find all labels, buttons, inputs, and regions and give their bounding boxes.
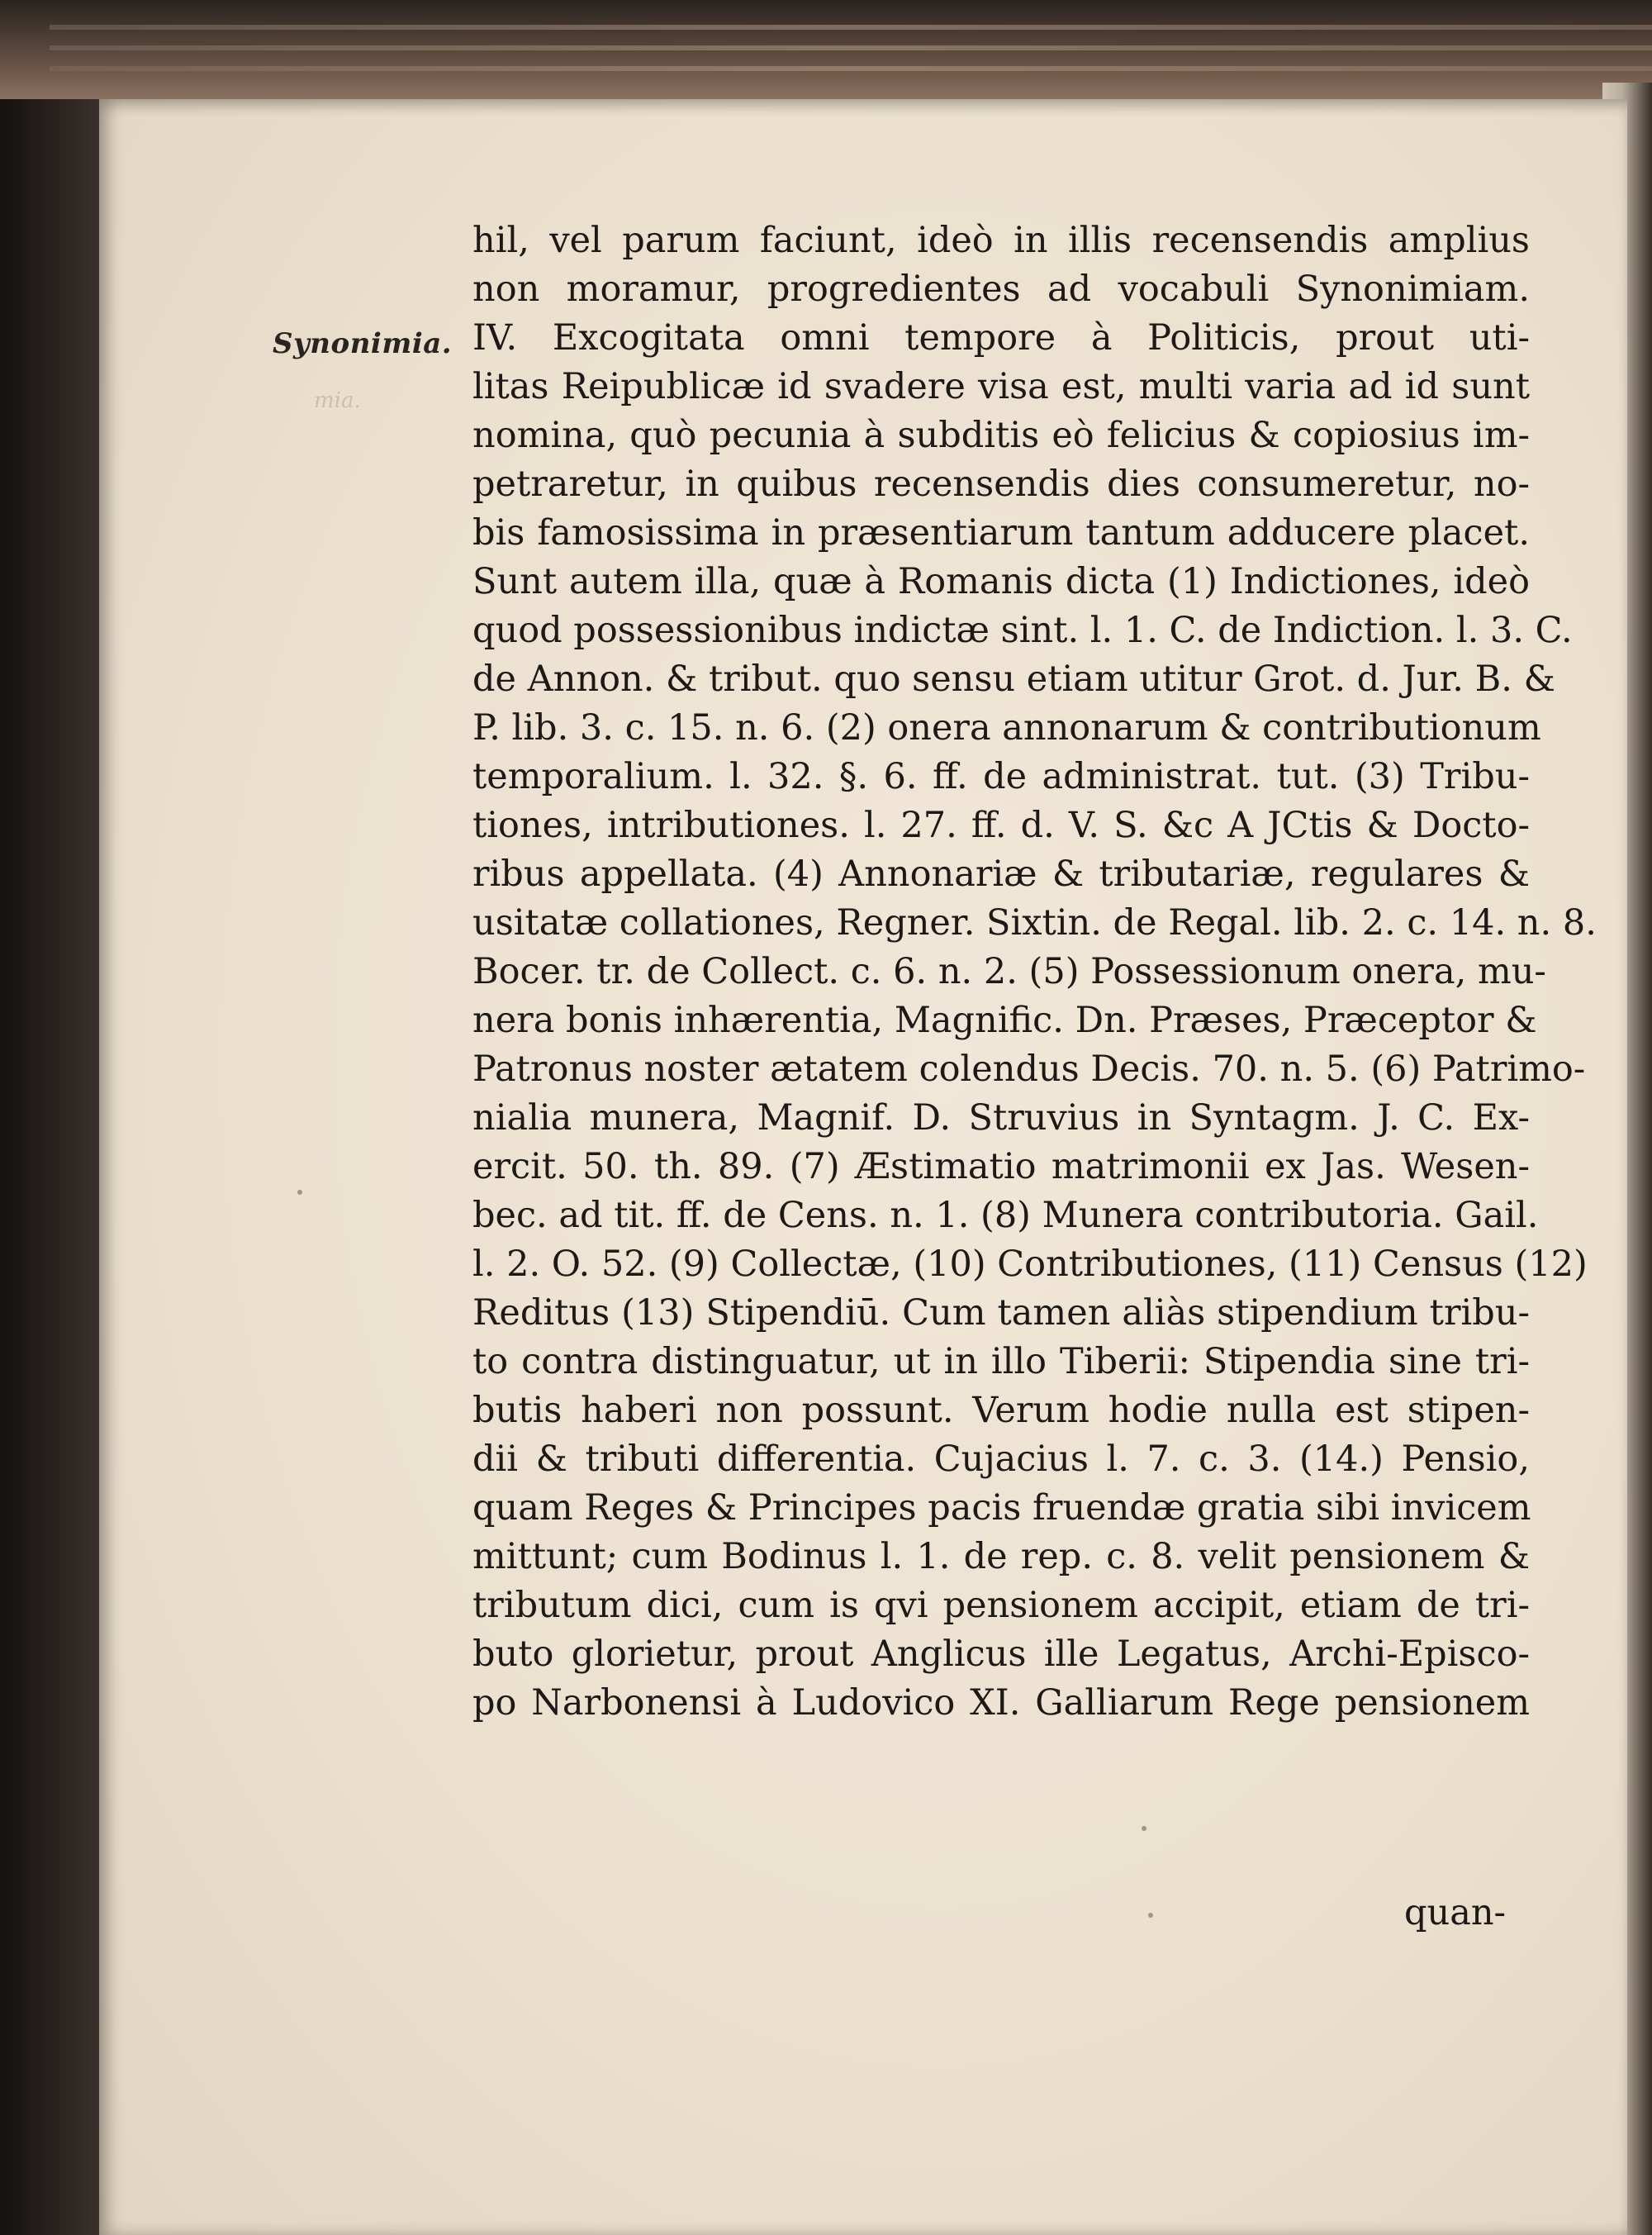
text-line: nera bonis inhærentia, Magnific. Dn. Præses, Præceptor & [472,1000,1537,1041]
faint-margin-note: mia. [314,388,361,413]
text-line: tributum dici, cum is qvi pensionem accipit, etiam de tri- [472,1585,1530,1626]
text-line: nialia munera, Magnif. D. Struvius in Syntagm. J. C. Ex- [472,1097,1530,1139]
book-page-stack [0,0,1652,99]
paper-speck [1148,1913,1153,1918]
text-line: Reditus (13) Stipendiū. Cum tamen aliàs stipendium tribu- [472,1292,1530,1334]
text-line: quod possessionibus indictæ sint. l. 1. C. de Indiction. l. 3. C. [472,610,1573,651]
text-line: ribus appellata. (4) Annonariæ & tributariæ, regulares & [472,854,1530,895]
text-line: de Annon. & tribut. quo sensu etiam utitur Grot. d. Jur. B. & [472,659,1555,700]
text-line: IV. Excogitata omni tempore à Politicis, prout uti- [472,317,1530,359]
text-line: tiones, intributiones. l. 27. ff. d. V. S. &c A JCtis & Docto- [472,805,1530,846]
text-line: ercit. 50. th. 89. (7) Æstimatio matrimonii ex Jas. Wesen- [472,1146,1530,1187]
text-line: to contra distinguatur, ut in illo Tiberii: Stipendia sine tri- [472,1341,1530,1382]
text-line: nomina, quò pecunia à subditis eò felicius & copiosius im- [472,415,1530,456]
page-edge-line [50,45,1652,50]
text-line: Bocer. tr. de Collect. c. 6. n. 2. (5) Possessionum onera, mu- [472,951,1546,992]
text-line: quam Reges & Principes pacis fruendæ gratia sibi invicem [472,1487,1531,1529]
text-line: temporalium. l. 32. §. 6. ff. de administrat. tut. (3) Tribu- [472,756,1530,797]
page-edge-line [50,66,1652,71]
text-line: l. 2. O. 52. (9) Collectæ, (10) Contributiones, (11) Census (12) [472,1244,1588,1285]
text-line: hil, vel parum faciunt, ideò in illis recensendis amplius [472,220,1530,261]
text-line: po Narbonensi à Ludovico XI. Galliarum Rege pensionem [472,1682,1530,1724]
paper-speck [297,1190,302,1195]
text-line: bec. ad tit. ff. de Cens. n. 1. (8) Munera contributoria. Gail. [472,1195,1539,1236]
text-line: buto glorietur, prout Anglicus ille Legatus, Archi-Episco- [472,1633,1530,1675]
text-line: Sunt autem illa, quæ à Romanis dicta (1) Indictiones, ideò [472,561,1530,602]
text-line: Patronus noster ætatem colendus Decis. 70. n. 5. (6) Patrimo- [472,1049,1586,1090]
text-line: litas Reipublicæ id svadere visa est, multi varia ad id sunt [472,366,1530,407]
text-line: bis famosissima in præsentiarum tantum adducere placet. [472,512,1530,554]
text-line: P. lib. 3. c. 15. n. 6. (2) onera annonarum & contributionum [472,707,1541,749]
text-line: dii & tributi differentia. Cujacius l. 7. c. 3. (14.) Pensio, [472,1438,1530,1480]
page-edge-line [50,25,1652,30]
margin-note: Synonimia. [273,327,453,360]
body-text [472,216,1597,1728]
book-spine-shadow [0,0,107,2235]
text-line: mittunt; cum Bodinus l. 1. de rep. c. 8. velit pensionem & [472,1536,1530,1577]
paper-speck [1142,1826,1146,1831]
text-line: butis haberi non possunt. Verum hodie nulla est stipen- [472,1390,1530,1431]
text-line: usitatæ collationes, Regner. Sixtin. de Regal. lib. 2. c. 14. n. 8. [472,902,1597,944]
text-line: non moramur, progredientes ad vocabuli Synonimiam. [472,269,1530,310]
catchword: quan- [1404,1892,1507,1933]
text-line: petraretur, in quibus recensendis dies consumeretur, no- [472,464,1530,505]
